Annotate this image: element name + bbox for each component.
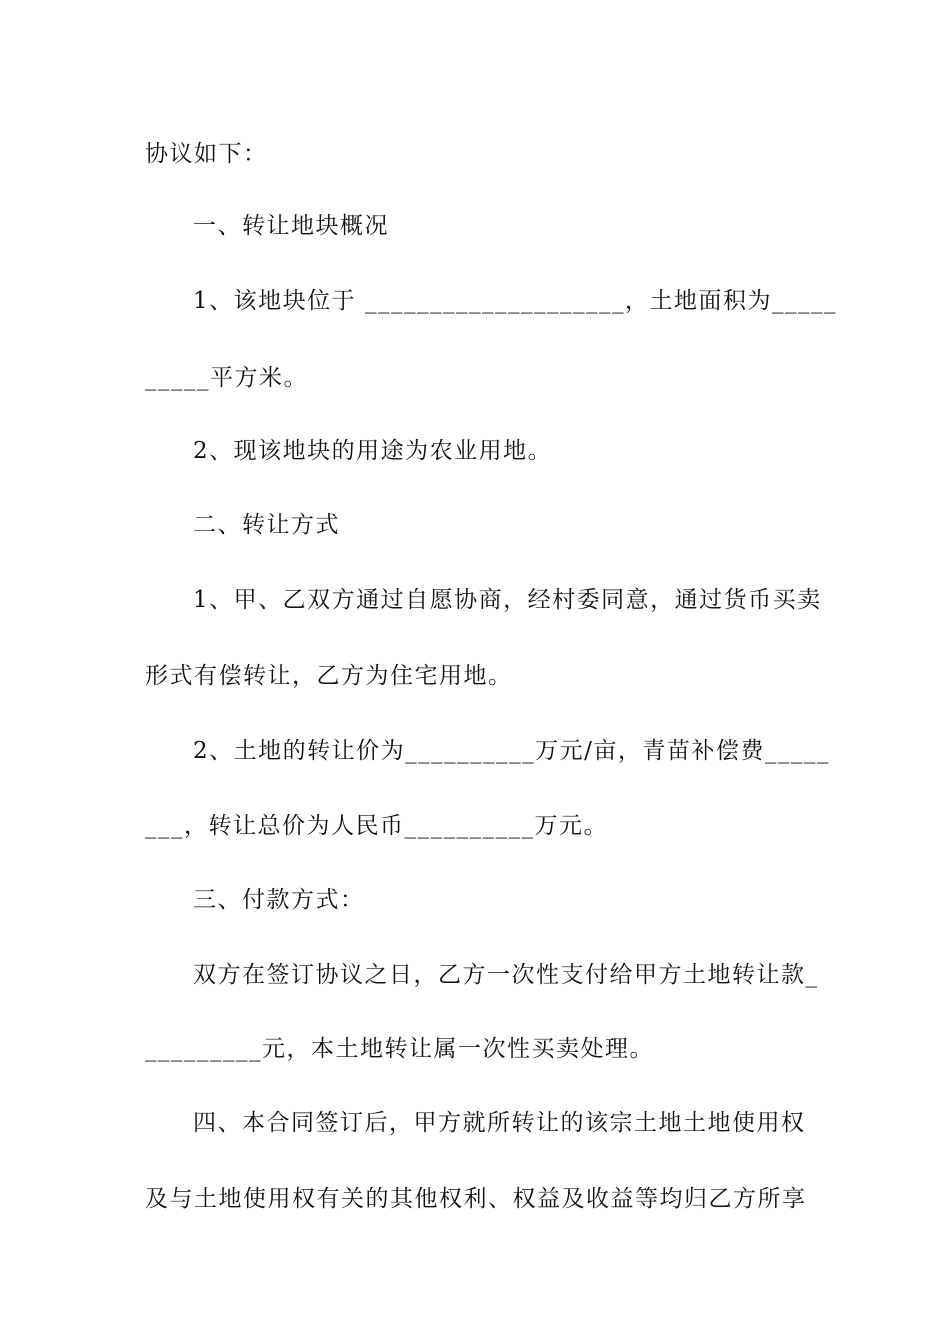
paragraph-line: 及与土地使用权有关的其他权利、权益及收益等均归乙方所享 bbox=[145, 1186, 807, 1212]
paragraph-line: 2、现该地块的用途为农业用地。 bbox=[193, 438, 553, 464]
intro-line: 协议如下： bbox=[145, 141, 268, 167]
section-heading-3: 三、付款方式： bbox=[193, 887, 365, 913]
paragraph-line: 1、甲、乙双方通过自愿协商，经村委同意，通过货币买卖 bbox=[193, 587, 822, 613]
paragraph-line: 2、土地的转让价为__________万元/亩，青苗补偿费_____ bbox=[193, 738, 830, 764]
paragraph-line: ___，转让总价为人民币__________万元。 bbox=[145, 813, 608, 839]
paragraph-line: 1、该地块位于 ____________________，土地面积为_____ bbox=[193, 288, 837, 314]
paragraph-line: _________元，本土地转让属一次性买卖处理。 bbox=[145, 1036, 654, 1062]
paragraph-line: 形式有偿转让，乙方为住宅用地。 bbox=[145, 663, 513, 689]
paragraph-line: 双方在签订协议之日，乙方一次性支付给甲方土地转让款_ bbox=[193, 962, 819, 988]
paragraph-line: _____平方米。 bbox=[145, 365, 308, 391]
paragraph-line: 四、本合同签订后，甲方就所转让的该宗土地土地使用权 bbox=[193, 1110, 806, 1136]
section-heading-1: 一、转让地块概况 bbox=[193, 213, 389, 239]
section-heading-2: 二、转让方式 bbox=[193, 512, 340, 538]
